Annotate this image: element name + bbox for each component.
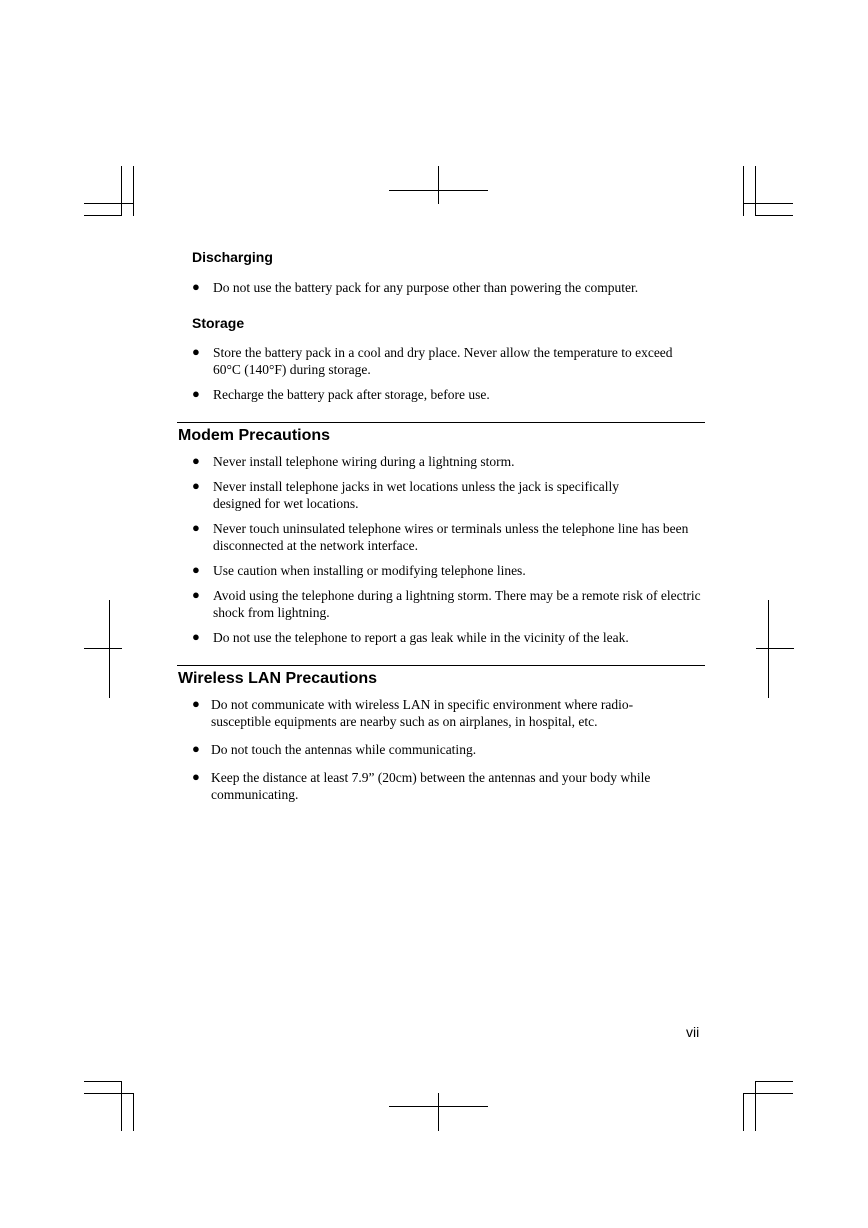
bullet-icon: ● [192, 344, 200, 359]
list-item-text: Do not use the battery pack for any purpose other than powering the computer. [213, 280, 639, 295]
list-item-text: Do not use the telephone to report a gas leak while in the vicinity of the leak. [213, 630, 629, 645]
section-divider [177, 422, 705, 423]
bullet-icon: ● [192, 587, 200, 602]
list-item-text: Avoid using the telephone during a lightning storm. There may be a remote risk of electric shock from lightning. [213, 588, 701, 620]
discharging-heading: Discharging [192, 249, 273, 265]
bullet-icon: ● [192, 629, 200, 644]
list-item-text: Never install telephone jacks in wet locations unless the jack is specifically designed for wet locations. [213, 479, 620, 511]
bullet-icon: ● [192, 279, 200, 294]
bullet-icon: ● [192, 562, 200, 577]
bullet-icon: ● [192, 386, 200, 401]
bullet-icon: ● [192, 696, 200, 711]
bullet-icon: ● [192, 453, 200, 468]
bullet-icon: ● [192, 478, 200, 493]
list-item-text: Do not communicate with wireless LAN in specific environment where radio-susceptible equipments are nearby such as on airplanes, in hospital, etc. [211, 697, 634, 729]
list-item-text: Store the battery pack in a cool and dry place. Never allow the temperature to exceed 60°C (140°F) during storage. [213, 345, 673, 377]
list-item-text: Use caution when installing or modifying telephone lines. [213, 563, 526, 578]
modem-precautions-heading: Modem Precautions [178, 427, 331, 444]
bullet-icon: ● [192, 741, 200, 756]
list-item-text: Do not touch the antennas while communicating. [211, 742, 477, 757]
section-divider [177, 665, 705, 666]
list-item-text: Never touch uninsulated telephone wires or terminals unless the telephone line has been disconnected at the network interface. [213, 521, 689, 553]
list-item-text: Recharge the battery pack after storage, before use. [213, 387, 490, 402]
page-number: vii [686, 1024, 700, 1040]
bullet-icon: ● [192, 769, 200, 784]
storage-heading: Storage [192, 315, 245, 331]
wireless-lan-precautions-heading: Wireless LAN Precautions [178, 670, 378, 687]
list-item-text: Never install telephone wiring during a lightning storm. [213, 454, 515, 469]
bullet-icon: ● [192, 520, 200, 535]
list-item-text: Keep the distance at least 7.9” (20cm) between the antennas and your body while communicating. [211, 770, 651, 802]
